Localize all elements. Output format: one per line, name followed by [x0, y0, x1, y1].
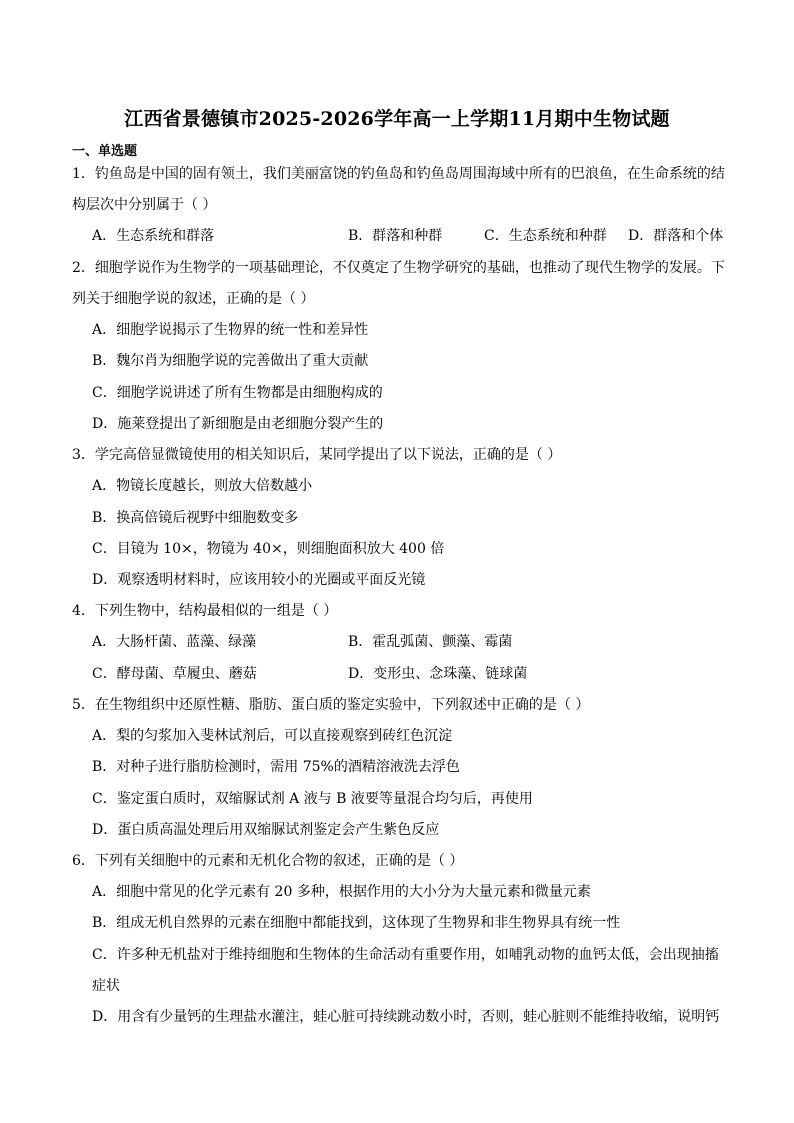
question-6-option-c: C．许多种无机盐对于维持细胞和生物体的生命活动有重要作用，如哺乳动物的血钙太低，会出现抽搐 — [92, 947, 719, 963]
question-5-stem: 5．在生物组织中还原性糖、脂肪、蛋白质的鉴定实验中，下列叙述中正确的是（ ） — [72, 697, 590, 713]
question-2-stem-line-2: 列关于细胞学说的叙述，正确的是（ ） — [72, 291, 315, 307]
question-6-option-c-continued: 症状 — [92, 978, 120, 994]
question-6-stem: 6．下列有关细胞中的元素和无机化合物的叙述，正确的是（ ） — [72, 853, 464, 869]
question-4-option-b: B．霍乱弧菌、颤藻、霉菌 — [348, 634, 513, 650]
question-1-option-c: C．生态系统和种群 — [484, 228, 607, 244]
question-1-option-a: A．生态系统和群落 — [92, 228, 215, 244]
question-4-option-d: D．变形虫、念珠藻、链球菌 — [348, 666, 528, 682]
question-1-stem-line-1: 1．钓鱼岛是中国的固有领土，我们美丽富饶的钓鱼岛和钓鱼岛周围海域中所有的巴浪鱼，在生命系统的结 — [72, 166, 725, 182]
question-3-option-c: C．目镜为 10×，物镜为 40×，则细胞面积放大 400 倍 — [92, 541, 445, 557]
question-5-option-d: D．蛋白质高温处理后用双缩脲试剂鉴定会产生紫色反应 — [92, 822, 440, 838]
question-2-stem-line-1: 2．细胞学说作为生物学的一项基础理论，不仅奠定了生物学研究的基础，也推动了现代生物学的发展。下 — [72, 260, 725, 276]
question-2-option-b: B．魏尔肖为细胞学说的完善做出了重大贡献 — [92, 353, 369, 369]
section-heading: 一、单选题 — [72, 144, 138, 159]
question-1-option-d: D．群落和个体 — [628, 228, 724, 244]
question-5-option-c: C．鉴定蛋白质时，双缩脲试剂 A 液与 B 液要等量混合均匀后，再使用 — [92, 791, 533, 807]
question-3-option-b: B．换高倍镜后视野中细胞数变多 — [92, 510, 299, 526]
question-6-option-b: B．组成无机自然界的元素在细胞中都能找到，这体现了生物界和非生物界具有统一性 — [92, 915, 621, 931]
page-title: 江西省景德镇市2025-2026学年高一上学期11月期中生物试题 — [124, 108, 670, 130]
question-1-option-b: B．群落和种群 — [348, 228, 443, 244]
question-4-option-c: C．酵母菌、草履虫、蘑菇 — [92, 666, 257, 682]
question-4-option-a: A．大肠杆菌、蓝藻、绿藻 — [92, 634, 257, 650]
question-5-option-a: A．梨的匀浆加入斐林试剂后，可以直接观察到砖红色沉淀 — [92, 728, 453, 744]
question-4-stem: 4．下列生物中，结构最相似的一组是（ ） — [72, 603, 338, 619]
question-2-option-d: D．施莱登提出了新细胞是由老细胞分裂产生的 — [92, 416, 384, 432]
question-6-option-a: A．细胞中常见的化学元素有 20 多种，根据作用的大小分为大量元素和微量元素 — [92, 884, 591, 900]
question-5-option-b: B．对种子进行脂肪检测时，需用 75%的酒精溶液洗去浮色 — [92, 759, 460, 775]
question-3-option-a: A．物镜长度越长，则放大倍数越小 — [92, 478, 313, 494]
question-3-option-d: D．观察透明材料时，应该用较小的光圈或平面反光镜 — [92, 572, 426, 588]
question-3-stem: 3．学完高倍显微镜使用的相关知识后，某同学提出了以下说法，正确的是（ ） — [72, 447, 562, 463]
question-2-option-a: A．细胞学说揭示了生物界的统一性和差异性 — [92, 322, 369, 338]
question-2-option-c: C．细胞学说讲述了所有生物都是由细胞构成的 — [92, 385, 383, 401]
question-6-option-d: D．用含有少量钙的生理盐水灌注，蛙心脏可持续跳动数小时，否则，蛙心脏则不能维持收缩，说明钙 — [92, 1009, 720, 1025]
question-1-stem-line-2: 构层次中分别属于（ ） — [72, 197, 217, 213]
